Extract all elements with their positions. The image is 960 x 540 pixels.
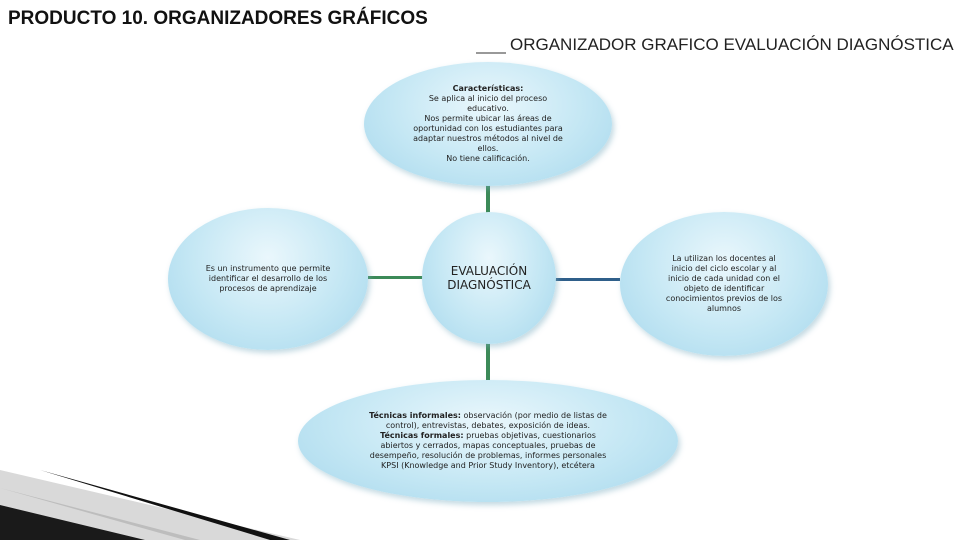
formal-techniques-text: desempeño, resolución de problemas, informes personales [369, 451, 607, 460]
right-node-line: objeto de identificar [683, 284, 765, 293]
top-node-heading: Características: [452, 84, 524, 93]
right-node-line: conocimientos previos de los [665, 294, 783, 303]
top-node-line: educativo. [467, 104, 509, 113]
top-node-line: No tiene calificación. [446, 154, 530, 163]
top-node-line: ellos. [477, 144, 499, 153]
right-node-line: alumnos [706, 304, 742, 313]
top-node-line: adaptar nuestros métodos al nivel de [413, 134, 563, 143]
page-title: PRODUCTO 10. ORGANIZADORES GRÁFICOS [8, 8, 428, 29]
center-node-label: EVALUACIÓN [450, 264, 528, 278]
informal-techniques-text: observación (por medio de listas de [460, 411, 607, 420]
left-node-line: identificar el desarrollo de los [208, 274, 328, 283]
diagram-title: ORGANIZADOR GRAFICO EVALUACIÓN DIAGNÓSTICA [510, 35, 954, 54]
left-node-line: Es un instrumento que permite [205, 264, 331, 273]
right-node-line: inicio del ciclo escolar y al [671, 264, 777, 273]
top-node-line: oportunidad con los estudiantes para [413, 124, 563, 133]
left-node-line: procesos de aprendizaje [219, 284, 317, 293]
right-node-line: inicio de cada unidad con el [668, 274, 780, 283]
informal-techniques-text: control), entrevistas, debates, exposición de ideas. [385, 421, 591, 430]
center-node-label: DIAGNÓSTICA [447, 278, 531, 292]
formal-techniques-text: pruebas objetivas, cuestionarios [463, 431, 596, 440]
informal-techniques-heading: Técnicas informales: [369, 411, 461, 420]
formal-techniques-text: abiertos y cerrados, mapas conceptuales, pruebas de [380, 441, 596, 450]
top-node-line: Nos permite ubicar las áreas de [424, 114, 552, 123]
formal-techniques-text: KPSI (Knowledge and Prior Study Inventory), etcétera [381, 461, 595, 470]
right-node-line: La utilizan los docentes al [672, 254, 776, 263]
top-node-line: Se aplica al inicio del proceso [428, 94, 548, 103]
formal-techniques-heading: Técnicas formales: [380, 431, 464, 440]
